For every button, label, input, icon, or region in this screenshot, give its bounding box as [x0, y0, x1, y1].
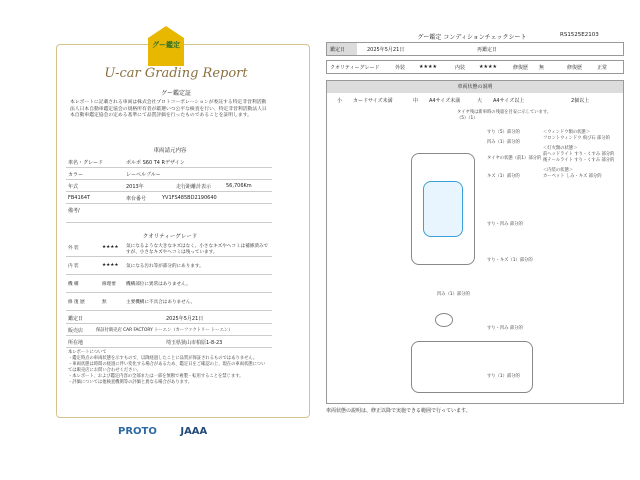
year-value: 2013年: [126, 184, 144, 190]
certificate-label: グー鑑定証: [160, 90, 191, 97]
appraisal-date-row: 鑑定日 2025年5月21日: [66, 312, 272, 324]
quality-row-exterior: 外 装 ★★★★ 気になるような大きなキズはなく、小さなキズやヘコミは補修済みですが、小さなキズやヘコミは残っています。: [66, 242, 272, 257]
steering-wheel-icon: [435, 313, 453, 327]
logo-text: グー鑑定: [152, 41, 180, 49]
color-value: レーベルブルー: [126, 172, 161, 178]
sheet-footer: 車両状態の説明は、修正以降で実施できる範囲で行っています。: [326, 408, 471, 414]
sheet-title: グー鑑定 コンディションチェックシート: [417, 34, 527, 41]
quality-section-title: クオリティーグレード: [142, 234, 198, 240]
remarks-row: [66, 204, 272, 223]
address-row: 所在地 埼玉県狭山市柏原1-8-23: [66, 336, 272, 348]
dealer-row: 販売店 保証付販売店 CAR FACTORY トーエン（カーファクトリー トーエン）: [66, 324, 272, 336]
frame-number: FB4164T: [68, 195, 91, 201]
intro-paragraph: 本レポートに記載される車両は株式会社プロトコーポレーションが委託する特定非営利活動法人日本自動車鑑定協会の規格所有者が厳選いつ公平な検査を行い、特定非営利活動法人日本自動車鑑定協会の定める基準にて品質評価を行ったものであることを証明します。: [70, 100, 267, 118]
report-title: U-car Grading Report: [104, 66, 248, 81]
date-row: 鑑定日 2025年5月21日 再鑑定日: [326, 42, 624, 56]
vehicle-name: ボルボ S60 T4 Rデザイン: [126, 160, 185, 166]
grade-row: クオリティーグレード 外装 ★★★★ 内装 ★★★★ 修復歴 無 修復歴 正常: [326, 60, 624, 74]
car-cabin: [423, 181, 463, 237]
chassis-row: [66, 192, 272, 204]
vehicle-name-row: [66, 156, 272, 168]
color-label: カラー: [68, 172, 84, 178]
brand-logos: [118, 426, 318, 442]
remarks-label: 備考/: [68, 208, 80, 214]
condition-panel: 車両状態の説明 小 カードサイズ未満 中 A4サイズ未満 大 A4サイズ以上 2個以上 タイヤ残は新車時の残量を目安に示しています。 （5）（1） すり（5）部分的 凹み（1）部分的 タイヤの状態（前1）部分的 キズ（1）部分的 すり・凹み 部分的 すり・キズ（1）部分的 凹み（1）部分的 すり・凹み 部分的 すり（1）部分的 ＜ウィンドウ類の状態＞ フロントウィンドウ 飛び石 部分的 ＜灯火類の状態＞ 前ヘッドライト すり・くすみ 部分的 後テールライト すり・くすみ 部分的 ＜内装の状態＞ カーペット しみ・キズ 部分的: [326, 80, 624, 404]
quality-row-repair-history: 修 復 歴 無 主要機構に不具合はありません。: [66, 296, 272, 311]
quality-row-interior: 内 装 ★★★★ 気になる汚れ等が部分的にあります。: [66, 260, 272, 275]
chassis-label: 車台番号: [126, 196, 147, 202]
color-row: [66, 168, 272, 180]
vehicle-section-title: 車両請元内容: [153, 148, 187, 154]
mileage-label: 走行距離計表示: [176, 184, 212, 190]
jaaa-logo: JAAA: [180, 426, 208, 437]
proto-logo: PROTO: [118, 426, 157, 437]
sheet-code: RS1525E2103: [560, 32, 599, 38]
name-label: 車名・グレード: [68, 160, 104, 166]
chassis-value: YV1FS485BD2190640: [162, 195, 217, 201]
year-row: [66, 180, 272, 192]
report-notes: 本レポートについて ・鑑定時点の車両状態を示すもので、以降経過したことに品質が保証されるものではありません。 ・車両状態は時間の経過に伴い変化する場合があるため、鑑定日をご確認の上、現在の車両状態については販売店にお問い合わせください。 ・本レポート、および鑑定内容の全部または一部を無断で複製・転用することを禁じます。 ・評価については他検査機関等の評価と異なる場合があります。: [68, 350, 266, 385]
quality-row-mechanics: 機 構 修理要 機構部位に異常はありません。: [66, 278, 272, 293]
year-label: 年式: [68, 184, 79, 190]
car-interior-diagram: [411, 341, 533, 393]
mileage-value: 56,706Km: [226, 183, 252, 189]
